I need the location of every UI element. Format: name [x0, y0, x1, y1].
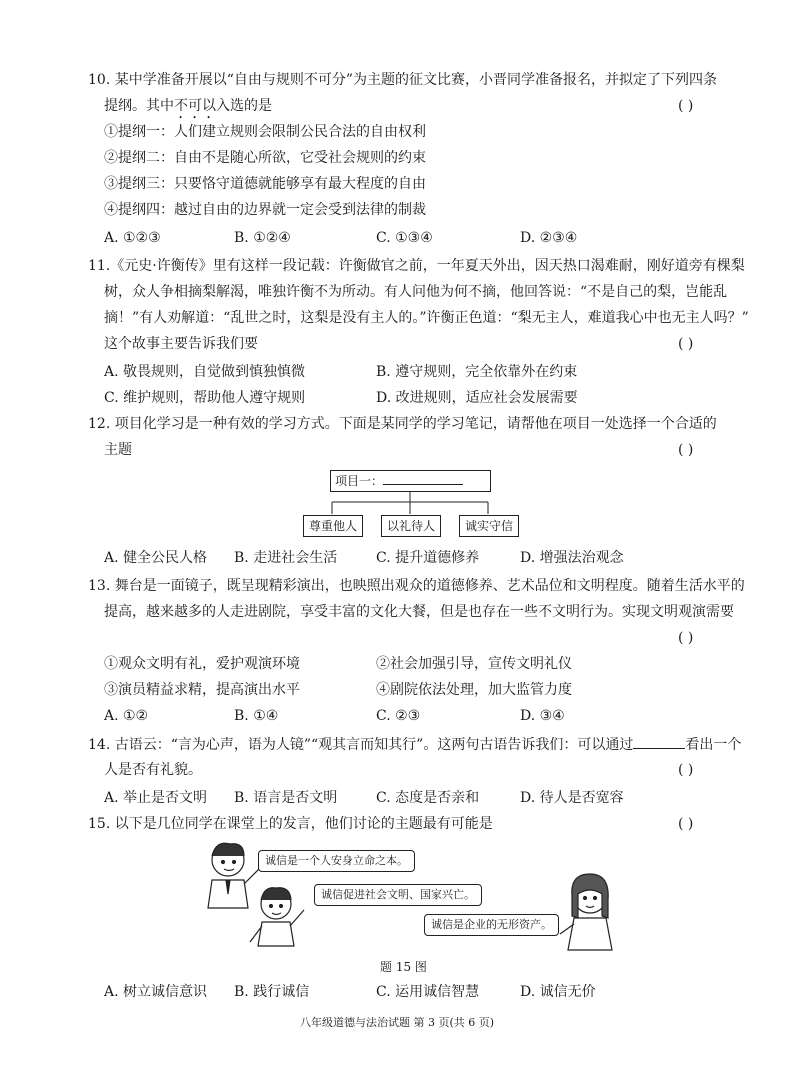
- q11-line4: 这个故事主要告诉我们要: [104, 336, 258, 352]
- page-footer: 八年级道德与法治试题 第 3 页(共 6 页): [299, 1016, 495, 1029]
- q14-option-c: C. 态度是否亲和: [376, 790, 480, 806]
- q15-option-c: C. 运用诚信智慧: [376, 984, 480, 1000]
- diagram-child-1: 尊重他人: [303, 515, 363, 537]
- q14-option-d: D. 待人是否宽容: [520, 790, 624, 806]
- q12-option-c: C. 提升道德修养: [376, 550, 480, 566]
- q14-option-b: B. 语言是否文明: [234, 790, 338, 806]
- diagram-child-2: 以礼待人: [381, 515, 441, 537]
- q15-option-d: D. 诚信无价: [520, 984, 596, 1000]
- q13-item-4: ④剧院依法处理，加大监管力度: [376, 682, 572, 698]
- q11-line3: 摘！”有人劝解道：“乱世之时，这梨是没有主人的。”许衡正色道：“梨无主人，难道我心中也无主人吗？”: [104, 310, 749, 326]
- diagram-child-3: 诚实守信: [459, 515, 519, 537]
- q12-answer-paren: ( ): [678, 442, 694, 458]
- speech-bubble-1: 诚信是一个人安身立命之本。: [258, 850, 415, 872]
- student-1-figure: [208, 843, 260, 908]
- q15-option-b: B. 践行诚信: [234, 984, 310, 1000]
- q10-option-b: B. ①②④: [234, 230, 291, 246]
- q15-option-a: A. 树立诚信意识: [104, 984, 208, 1000]
- q13-option-c: C. ②③: [376, 708, 421, 724]
- q11-answer-paren: ( ): [678, 336, 694, 352]
- q10-stem-line2: 提纲。其中不可以入选的是: [104, 98, 272, 114]
- q14-line1: 14. 古语云：“言为心声，语为人镜”“观其言而知其行”。这两句古语告诉我们：可以通过 看出一个: [88, 734, 741, 755]
- student-2-figure: [250, 888, 304, 946]
- speech-bubble-2: 诚信促进社会文明、国家兴亡。: [314, 884, 482, 906]
- q10-option-c: C. ①③④: [376, 230, 433, 246]
- q10-item-4: ④提纲四：越过自由的边界就一定会受到法律的制裁: [104, 202, 426, 218]
- q12-option-a: A. 健全公民人格: [104, 550, 208, 566]
- q14-answer-paren: ( ): [678, 762, 694, 778]
- q12-line1: 12. 项目化学习是一种有效的学习方式。下面是某同学的学习笔记，请帮他在项目一处选择一个合适的: [88, 416, 717, 432]
- q10-stem-line1: 10. 某中学准备开展以“自由与规则不可分”为主题的征文比赛，小晋同学准备报名，并拟定了下列四条: [88, 72, 718, 88]
- q10-option-a: A. ①②③: [104, 230, 161, 246]
- q10-answer-paren: ( ): [678, 98, 694, 114]
- q13-item-1: ①观众文明有礼，爱护观演环境: [104, 656, 300, 672]
- q13-line2: 提高，越来越多的人走进剧院，享受丰富的文化大餐，但是也存在一些不文明行为。实现文明观演需要: [104, 604, 734, 620]
- diagram-connectors: [300, 490, 530, 516]
- q13-option-b: B. ①④: [234, 708, 279, 724]
- q12-option-b: B. 走进社会生活: [234, 550, 338, 566]
- q13-item-3: ③演员精益求精，提高演出水平: [104, 682, 300, 698]
- q11-option-d: D. 改进规则，适应社会发展需要: [376, 390, 578, 406]
- q13-option-a: A. ①②: [104, 708, 149, 724]
- figure-caption: 题 15 图: [380, 960, 427, 974]
- q13-answer-paren: ( ): [678, 630, 694, 646]
- speech-bubble-3: 诚信是企业的无形资产。: [424, 914, 559, 936]
- q13-item-2: ②社会加强引导，宣传文明礼仪: [376, 656, 572, 672]
- q14-option-a: A. 举止是否文明: [104, 790, 208, 806]
- q10-emphasis: 不可以: [174, 98, 216, 114]
- q11-option-c: C. 维护规则，帮助他人遵守规则: [104, 390, 306, 406]
- q10-item-2: ②提纲二：自由不是随心所欲，它受社会规则的约束: [104, 150, 426, 166]
- q15-answer-paren: ( ): [678, 816, 694, 832]
- q11-option-b: B. 遵守规则，完全依靠外在约束: [376, 364, 578, 380]
- q11-line1: 11.《元史·许衡传》里有这样一段记载：许衡做官之前，一年夏天外出，因天热口渴难耐，刚好道旁有棵梨: [88, 258, 745, 274]
- q11-line2: 树，众人争相摘梨解渴，唯独许衡不为所动。有人问他为何不摘，他回答说：“不是自己的梨，岂能乱: [104, 284, 728, 300]
- student-3-figure: [560, 874, 612, 950]
- q13-line1: 13. 舞台是一面镜子，既呈现精彩演出，也映照出观众的道德修养、艺术品位和文明程度。随着生活水平的: [88, 578, 745, 594]
- q12-option-d: D. 增强法治观念: [520, 550, 624, 566]
- q12-line2: 主题: [104, 442, 132, 458]
- q10-item-3: ③提纲三：只要恪守道德就能够享有最大程度的自由: [104, 176, 426, 192]
- q10-item-1: ①提纲一：人们建立规则会限制公民合法的自由权利: [104, 124, 426, 140]
- q14-blank: [633, 734, 685, 749]
- q11-option-a: A. 敬畏规则，自觉做到慎独慎微: [104, 364, 306, 380]
- q10-option-d: D. ②③④: [520, 230, 578, 246]
- q13-option-d: D. ③④: [520, 708, 565, 724]
- q14-line2: 人是否有礼貌。: [104, 762, 202, 778]
- q15-line1: 15. 以下是几位同学在课堂上的发言，他们讨论的主题最有可能是: [88, 816, 493, 832]
- diagram-project-box: 项目一：: [330, 470, 491, 492]
